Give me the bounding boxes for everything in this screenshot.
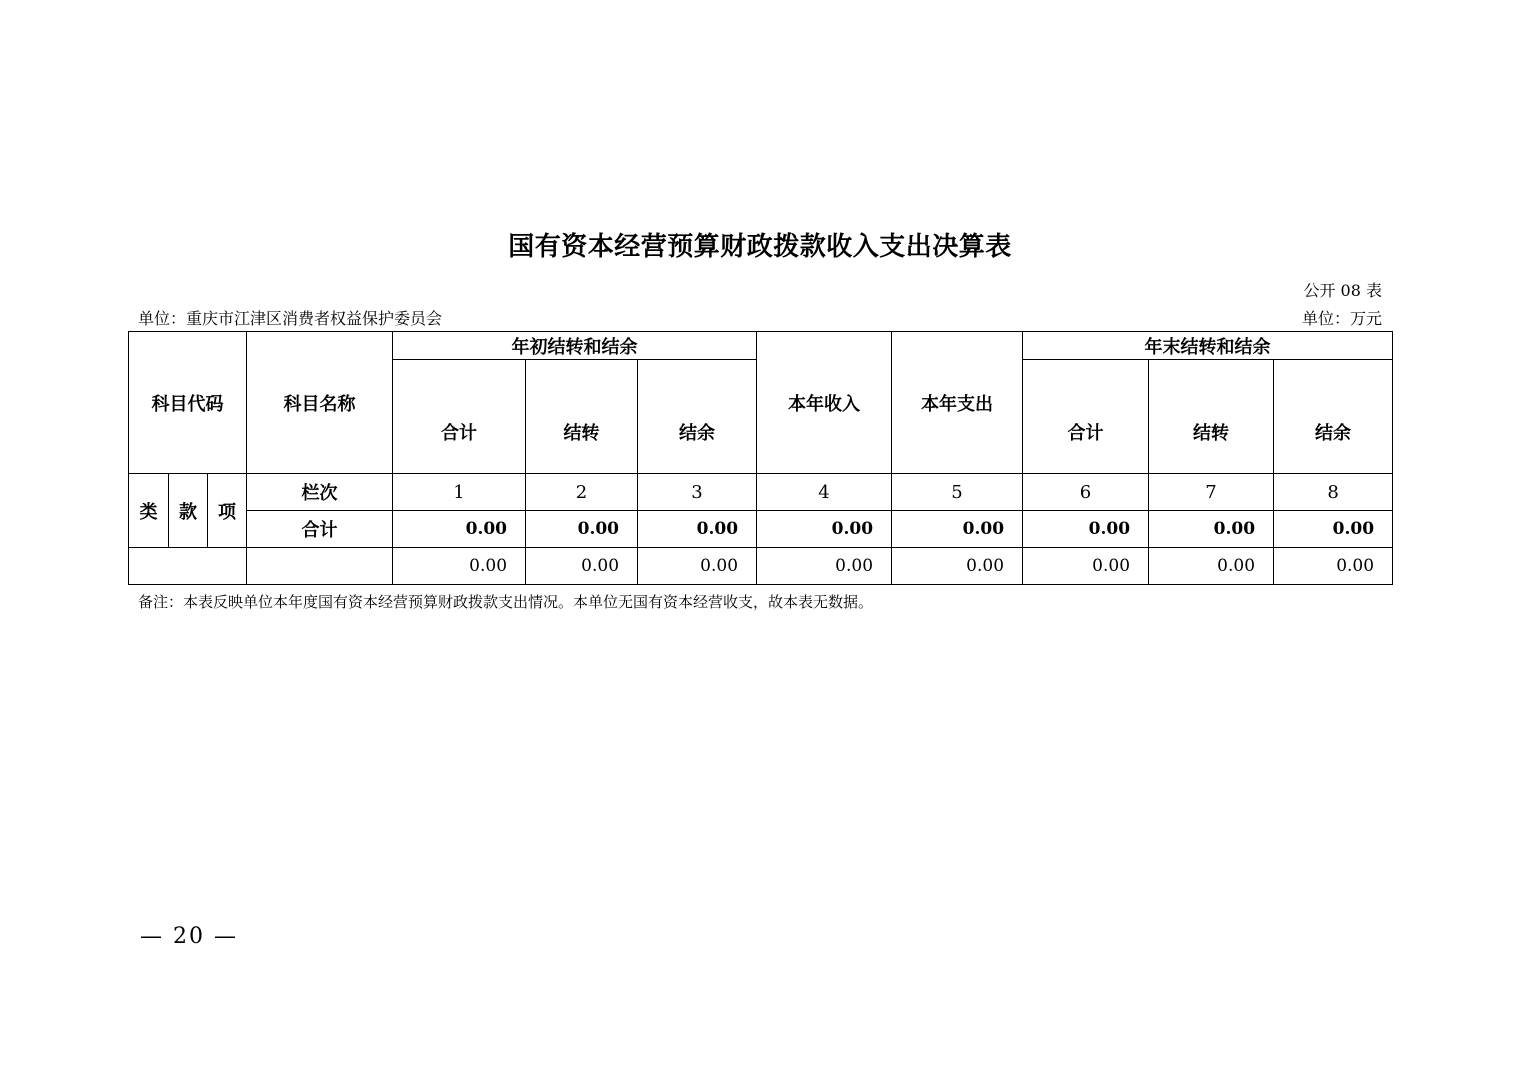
header-lei: 类 bbox=[129, 474, 169, 548]
total-cell: 0.00 bbox=[1149, 511, 1274, 548]
row-label-column-index: 栏次 bbox=[247, 474, 393, 511]
header-end-carry: 结转 bbox=[1149, 360, 1274, 474]
table-note: 备注：本表反映单位本年度国有资本经营预算财政拨款支出情况。本单位无国有资本经营收支，故本表无数据。 bbox=[138, 593, 874, 611]
row-label-total: 合计 bbox=[247, 511, 393, 548]
data-cell: 0.00 bbox=[638, 548, 757, 585]
page-number: — 20 — bbox=[140, 924, 238, 949]
data-cell: 0.00 bbox=[892, 548, 1023, 585]
header-begin-carry: 结转 bbox=[526, 360, 638, 474]
header-end-balance: 结余 bbox=[1274, 360, 1393, 474]
data-cell: 0.00 bbox=[1274, 548, 1393, 585]
header-end-total: 合计 bbox=[1023, 360, 1149, 474]
column-number-cell: 5 bbox=[892, 474, 1023, 511]
column-number-cell: 4 bbox=[757, 474, 892, 511]
total-cell: 0.00 bbox=[892, 511, 1023, 548]
header-subject-name: 科目名称 bbox=[247, 332, 393, 474]
header-begin-total: 合计 bbox=[393, 360, 526, 474]
total-cell: 0.00 bbox=[638, 511, 757, 548]
header-end-group: 年末结转和结余 bbox=[1023, 332, 1393, 360]
header-xiang: 项 bbox=[208, 474, 247, 548]
column-number-cell: 7 bbox=[1149, 474, 1274, 511]
data-code-cell bbox=[129, 548, 247, 585]
data-cell: 0.00 bbox=[757, 548, 892, 585]
unit-organization: 单位：重庆市江津区消费者权益保护委员会 bbox=[138, 309, 443, 328]
data-cell: 0.00 bbox=[1149, 548, 1274, 585]
total-cell: 0.00 bbox=[1023, 511, 1149, 548]
header-kuan: 款 bbox=[169, 474, 208, 548]
budget-table bbox=[128, 331, 1393, 585]
total-cell: 0.00 bbox=[757, 511, 892, 548]
header-subject-code: 科目代码 bbox=[129, 332, 247, 474]
unit-currency: 单位：万元 bbox=[1301, 309, 1382, 328]
data-cell: 0.00 bbox=[1023, 548, 1149, 585]
column-number-cell: 2 bbox=[526, 474, 638, 511]
header-income: 本年收入 bbox=[757, 332, 892, 474]
page-title: 国有资本经营预算财政拨款收入支出决算表 bbox=[508, 232, 1012, 262]
total-cell: 0.00 bbox=[393, 511, 526, 548]
column-number-cell: 3 bbox=[638, 474, 757, 511]
form-number: 公开 08 表 bbox=[1303, 281, 1382, 300]
header-begin-group: 年初结转和结余 bbox=[393, 332, 757, 360]
column-number-cell: 6 bbox=[1023, 474, 1149, 511]
column-number-cell: 8 bbox=[1274, 474, 1393, 511]
data-name-cell bbox=[247, 548, 393, 585]
header-begin-balance: 结余 bbox=[638, 360, 757, 474]
data-cell: 0.00 bbox=[526, 548, 638, 585]
data-cell: 0.00 bbox=[393, 548, 526, 585]
total-cell: 0.00 bbox=[1274, 511, 1393, 548]
column-number-cell: 1 bbox=[393, 474, 526, 511]
header-expense: 本年支出 bbox=[892, 332, 1023, 474]
total-cell: 0.00 bbox=[526, 511, 638, 548]
